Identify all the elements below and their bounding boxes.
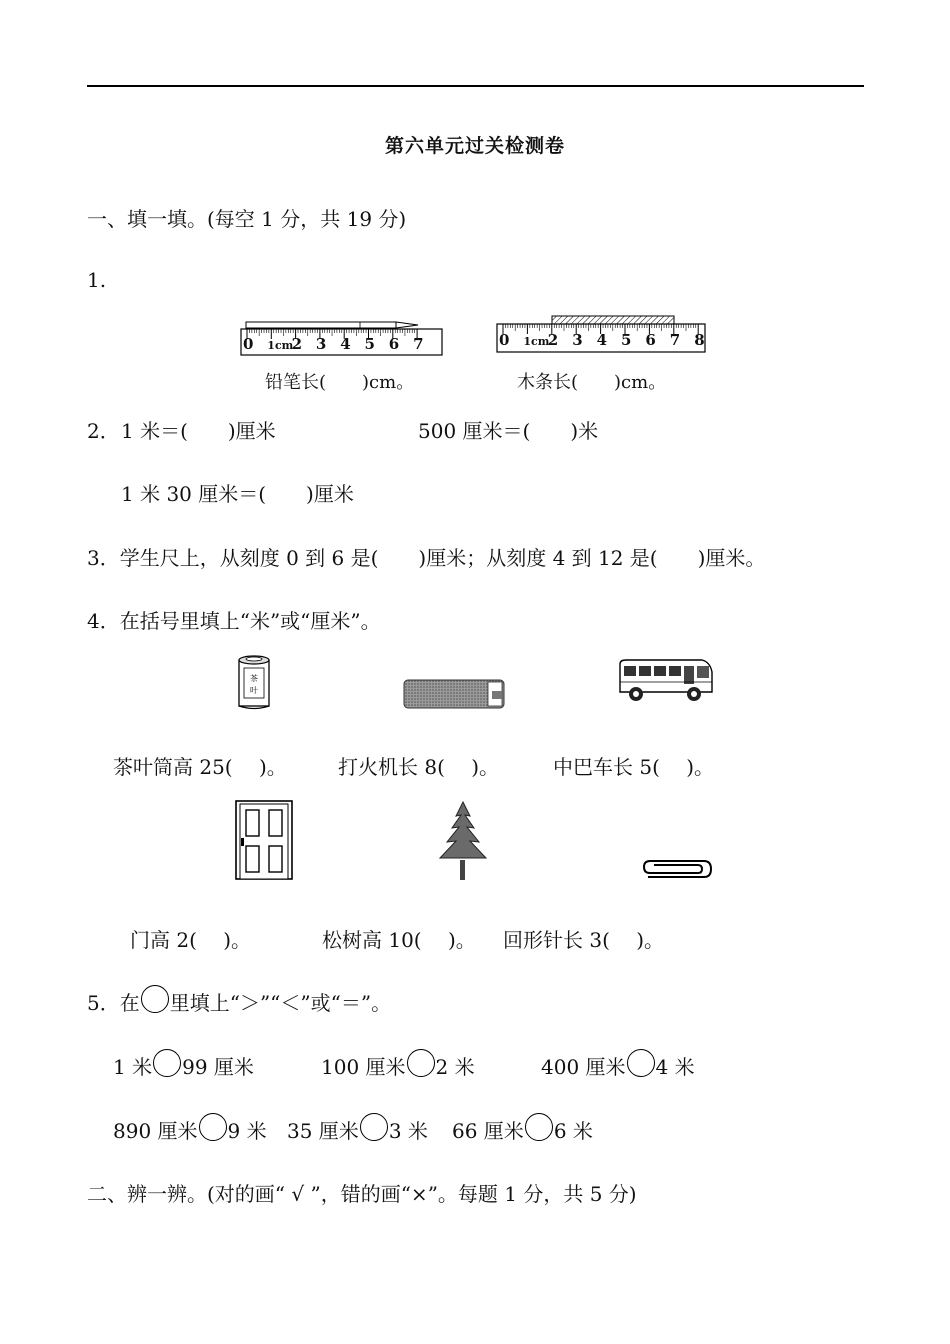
q2-item-c: 1 米 30 厘米＝( )厘米	[121, 482, 354, 506]
page-title: 第六单元过关检测卷	[384, 135, 565, 157]
q2-number: 2．	[87, 419, 120, 443]
q5-compare-2: 100 厘米 2 米	[321, 1049, 475, 1080]
ruler-tick-label: 1cm	[267, 339, 294, 352]
q2-item-b: 500 厘米＝( )米	[418, 419, 599, 443]
ruler-tick-label: 6	[645, 331, 656, 349]
q5-compare-6: 66 厘米 6 米	[452, 1113, 593, 1144]
answer-circle[interactable]	[407, 1049, 435, 1077]
ruler-tick-label: 6	[388, 335, 400, 353]
q5-compare-5: 35 厘米 3 米	[287, 1113, 428, 1144]
q4-lighter-item: 打火机长 8( )。	[338, 755, 500, 779]
section1-heading: 一、填一填。(每空 1 分，共 19 分)	[87, 207, 407, 231]
ruler-tick-label: 5	[364, 335, 375, 353]
q1-number: 1.	[87, 268, 107, 292]
tea-can-icon	[236, 654, 272, 710]
ruler-tick-label: 0	[243, 335, 254, 353]
compare-circle-icon	[141, 985, 169, 1013]
ruler-tick-label: 3	[572, 331, 583, 349]
q5-compare-1: 1 米 99 厘米	[113, 1049, 254, 1080]
ruler-tick-label: 4	[340, 335, 351, 353]
ruler-tick-label: 8	[694, 331, 705, 349]
ruler-tick-label: 7	[669, 331, 681, 349]
q4-tea-can-item: 茶叶筒高 25( )。	[113, 755, 287, 779]
wood-length-label: 木条长( )cm。	[517, 372, 667, 393]
q4-bus-item: 中巴车长 5( )。	[553, 755, 715, 779]
ruler-tick-label: 5	[621, 331, 632, 349]
q4-text: 4．在括号里填上“米”或“厘米”。	[87, 609, 381, 633]
answer-circle[interactable]	[199, 1113, 227, 1141]
top-rule	[87, 85, 864, 87]
section2-heading: 二、辨一辨。(对的画“ √ ”，错的画“×”。每题 1 分，共 5 分)	[87, 1182, 637, 1206]
answer-circle[interactable]	[525, 1113, 553, 1141]
ruler-tick-label: 7	[413, 335, 424, 353]
minibus-icon	[614, 656, 716, 706]
q3-text: 3．学生尺上，从刻度 0 到 6 是( )厘米；从刻度 4 到 12 是( )厘米。	[87, 546, 766, 570]
tea-can-label-top: 茶	[250, 674, 258, 683]
lighter-icon	[402, 677, 508, 710]
door-icon	[235, 800, 293, 880]
pine-tree-icon	[432, 800, 494, 882]
ruler-tick-label: 1cm	[523, 335, 550, 348]
paper-clip-icon	[638, 857, 714, 881]
q5-text: 5．在 里填上“＞”“＜”或“＝”。	[87, 985, 391, 1016]
pencil-length-label: 铅笔长( )cm。	[265, 372, 415, 393]
q2-item-a: 1 米＝( )厘米	[121, 419, 276, 443]
q4-tree-item: 松树高 10( )。	[322, 928, 476, 952]
answer-circle[interactable]	[153, 1049, 181, 1077]
wood-bar-icon	[552, 316, 674, 324]
ruler-tick-label: 3	[315, 335, 327, 353]
ruler-tick-label: 2	[291, 335, 303, 353]
ruler-tick-label: 2	[547, 331, 559, 349]
ruler-tick-label: 0	[499, 331, 510, 349]
ruler-tick-label: 4	[596, 331, 608, 349]
pencil-icon	[246, 322, 418, 328]
q4-paperclip-item: 回形针长 3( )。	[503, 928, 665, 952]
q5-compare-3: 400 厘米 4 米	[541, 1049, 695, 1080]
q5-compare-4: 890 厘米 9 米	[113, 1113, 267, 1144]
q4-door-item: 门高 2( )。	[130, 928, 252, 952]
tea-can-label-bottom: 叶	[250, 686, 258, 695]
answer-circle[interactable]	[360, 1113, 388, 1141]
answer-circle[interactable]	[627, 1049, 655, 1077]
